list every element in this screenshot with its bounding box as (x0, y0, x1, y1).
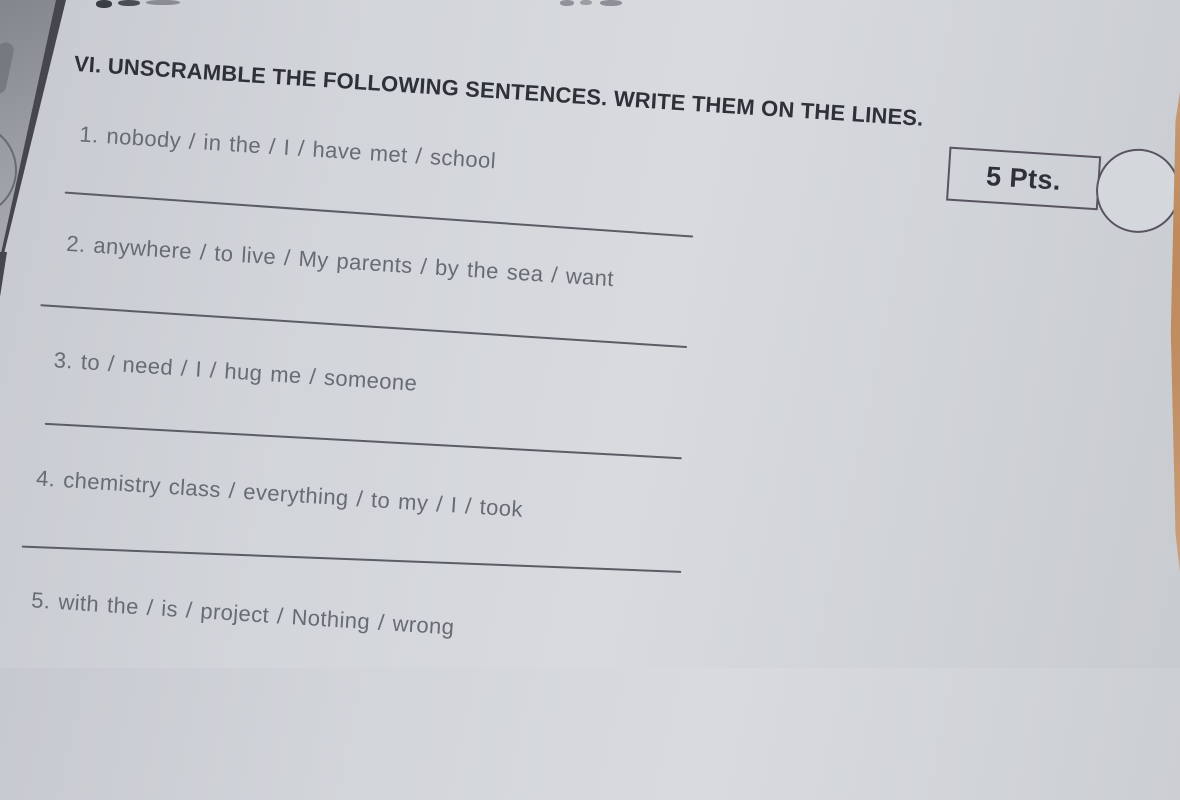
answer-line-1 (65, 192, 694, 238)
cropped-text-fragment (560, 0, 574, 6)
cropped-text-fragment (118, 0, 140, 6)
section-title: VI. UNSCRAMBLE THE FOLLOWING SENTENCES. WRITE THEM ON THE LINES. (73, 50, 925, 131)
scramble-item-3: 3. to / need / I / hug me / someone (53, 347, 419, 396)
scramble-item-5: 5. with the / is / project / Nothing / wrong (30, 587, 456, 640)
cropped-text-fragment (600, 0, 622, 6)
points-badge (946, 147, 1101, 211)
points-badge-label: 5 Pts. (985, 160, 1063, 196)
scramble-item-1: 1. nobody / in the / I / have met / school (78, 121, 497, 174)
cropped-text-fragment (146, 0, 180, 5)
scramble-item-4: 4. chemistry class / everything / to my / I / took (35, 465, 524, 522)
answer-line-4 (22, 546, 682, 573)
score-circle (1093, 146, 1180, 235)
cropped-text-fragment (96, 0, 112, 8)
answer-line-3 (45, 423, 682, 459)
cropped-text-fragment (580, 0, 592, 5)
answer-line-2 (40, 304, 687, 348)
under-sheet-smudge (0, 41, 15, 95)
scramble-item-2: 2. anywhere / to live / My parents / by the sea / want (65, 230, 615, 292)
